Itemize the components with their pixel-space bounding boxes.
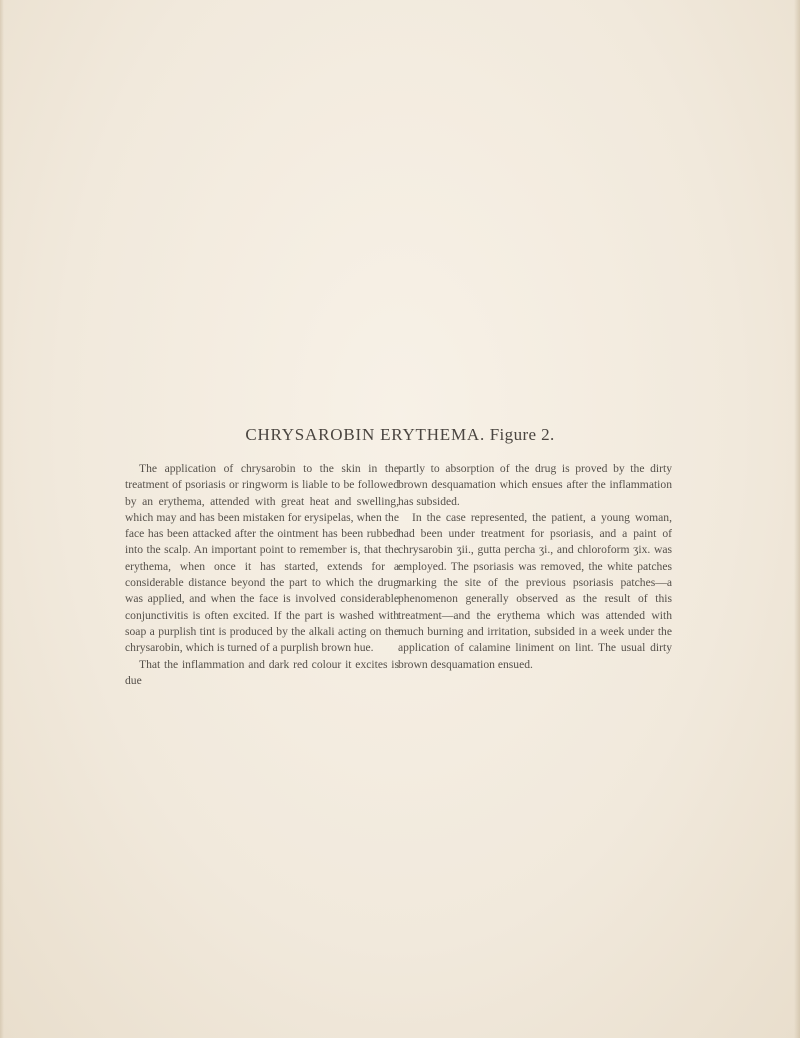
left-paragraph-2: That the inflammation and dark red colour it excites is due bbox=[125, 657, 399, 687]
plate-title bbox=[0, 425, 800, 445]
text-column-left bbox=[125, 461, 399, 689]
text-column-right bbox=[398, 461, 672, 673]
plate-title-main: CHRYSAROBIN ERYTHEMA. bbox=[245, 425, 486, 444]
right-paragraph-1: partly to absorption of the drug is proved by the dirty brown desquamation which ensues after the inflammation has subsided. bbox=[398, 462, 672, 508]
plate-title-figure: Figure 2. bbox=[489, 425, 555, 444]
right-paragraph-2: In the case represented, the patient, a young woman, had been under treatment for psoriasis, and a paint of chrysarobin ʒii., gutta percha ʒi., and chloroform ʒix. was employed. The psoriasis was removed, the white patches marking the site of the previous psoriasis patches—a phenomenon generally observed as the result of this treatment—and the erythema which was attended with much burning and irritation, subsided in a week under the application of calamine liniment on lint. The usual dirty brown desquamation ensued. bbox=[398, 510, 672, 671]
page-left-edge bbox=[0, 0, 4, 1038]
page-right-edge bbox=[794, 0, 800, 1038]
left-paragraph-1: The application of chrysarobin to the skin in the treatment of psoriasis or ringworm is liable to be followed by an erythema, attended with great heat and swelling, which may and has been mistaken for erysipelas, when the face has been attacked after the ointment has been rubbed into the scalp. An important point to remember is, that the erythema, when once it has started, extends for a considerable distance beyond the part to which the drug was applied, and when the face is involved considerable conjunctivitis is often excited. If the part is washed with soap a purplish tint is produced by the alkali acting on the chrysarobin, which is turned of a purplish brown hue. bbox=[125, 462, 399, 655]
